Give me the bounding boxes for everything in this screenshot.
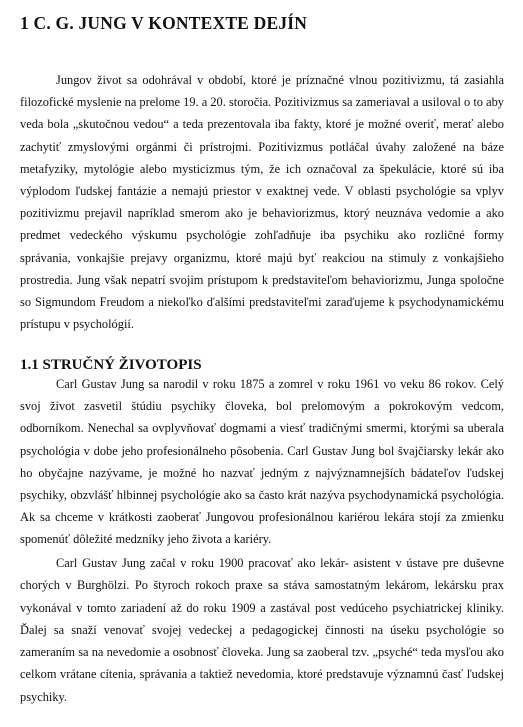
section-title: 1.1 STRUČNÝ ŽIVOTOPIS (20, 357, 202, 373)
intro-paragraph: Jungov život sa odohrával v období, ktoré je príznačné vlnou pozitivizmu, tá zasiahla filozofické myslenie na prelome 19. a 20. storočia. Pozitivizmus sa zameriaval a usiloval o to aby veda bola „skutočnou vedou“ a teda prezentovala iba fakty, ktoré je možné overiť, merať alebo zachytiť zmyslovými orgánmi či prístrojmi. Pozitivizmus potláčal úvahy založené na báze metafyziky, mytológie alebo mysticizmus tým, že ich označoval za špekulácie, ktoré sú iba výplodom ľudskej fantázie a nemajú priestor v exaktnej vede. V oblasti psychológie sa vplyv pozitivizmu prejavil napríklad smerom ako je behaviorizmus, ktorý neuznáva vedomie a ako predmet vedeckého výskumu psychológie zohľadňuje iba psychiku ako rozličné formy správania, vonkajšie prejavy organizmu, ktoré majú byť reakciou na stimuly z vonkajšieho prostredia. Jung však nepatrí svojim prístupom k predstaviteľom behaviorizmu, Junga spoločne so Sigmundom Freudom a niekoľko ďalšími predstaviteľmi zaraďujeme k psychodynamickému prístupu v psychológií. (20, 73, 504, 332)
biography-paragraph: Carl Gustav Jung sa narodil v roku 1875 a zomrel v roku 1961 vo veku 86 rokov. Celý svoj život zasvetil štúdiu psychiky človeka, bol prelomovým a pokrokovým vedcom, odborníkom. Nenechal sa ovplyvňovať dogmami a viesť tradičnými smermi, ktorými sa uberala psychológia v dobe jeho profesionálneho pôsobenia. Carl Gustav Jung bol švajčiarsky lekár ako ho obyčajne nazývame, je možné ho nazvať jedným z najvýznamnejších bádateľov ľudskej psychiky, obzvlášť hlbinnej psychológie ako sa často krát nazýva psychodynamická psychológia. Ak sa chceme v krátkosti zaoberať Jungovou profesionálnou kariérou lekára stojí za zmienku spomenúť dôležité medzníky jeho života a kariéry. (20, 377, 504, 547)
biography-paragraph: Carl Gustav Jung začal v roku 1900 pracovať ako lekár- asistent v ústave pre duševne chorých v Burghölzi. Po štyroch rokoch praxe sa stáva samostatným lekárom, lekársku prax vykonával v tomto zariadení až do roku 1909 a zastával post vedúceho psychiatrickej kliniky. Ďalej sa snaží venovať svojej vedeckej a pedagogickej činnosti na úseku psychológie so zameraním sa na nevedomie a osobnosť človeka. Jung sa zaoberal tzv. „psyché“ teda mysľou ako celkom vrátane cítenia, správania a taktiež nevedomia, ktoré predstavuje významnú časť ľudskej psychiky. (20, 556, 504, 704)
chapter-title: 1 C. G. JUNG V KONTEXTE DEJÍN (20, 13, 308, 33)
